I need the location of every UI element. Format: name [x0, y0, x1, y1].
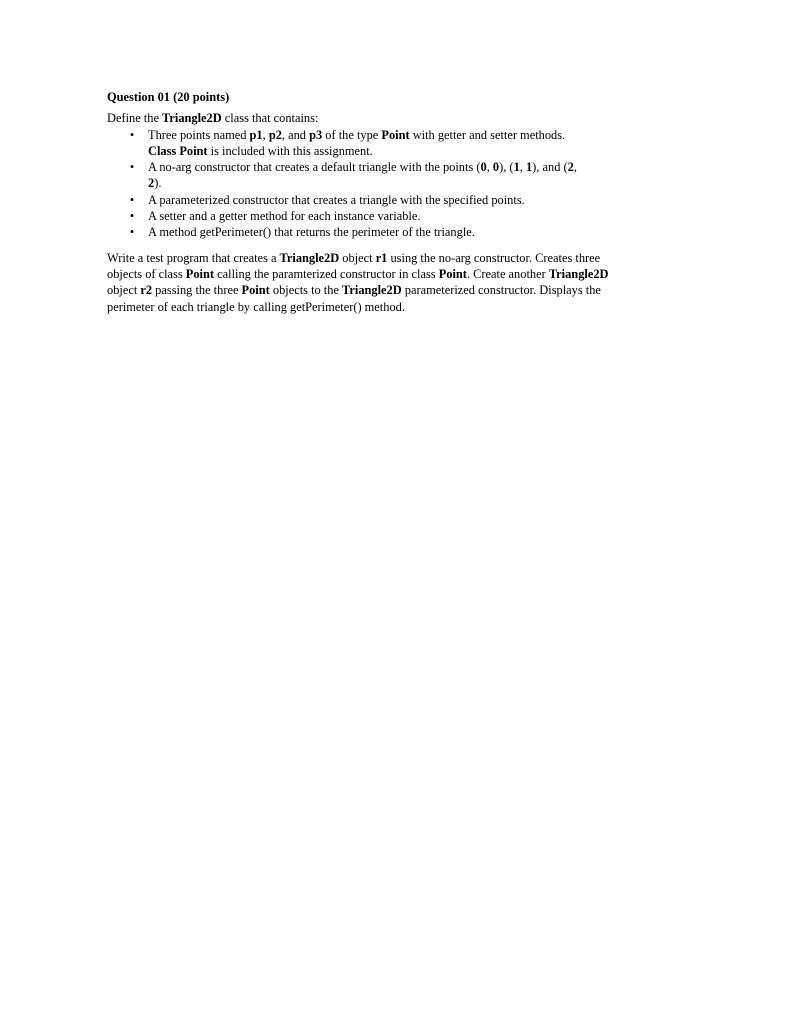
document-page	[107, 89, 637, 315]
requirements-list	[107, 127, 637, 241]
item-bold: Point	[381, 127, 410, 142]
item-text: ,	[573, 160, 577, 175]
para-text: objects to the	[269, 283, 343, 298]
para-text: . Create another	[466, 266, 549, 281]
item-text: A method getPerimeter() that returns the perimeter of the triangle.	[148, 225, 475, 240]
bullet-icon: •	[129, 160, 135, 175]
item-bold: 1	[525, 160, 533, 175]
intro-text: Define the	[107, 111, 163, 126]
item-text: is included with this assignment.	[207, 143, 373, 158]
item-bold: p1	[249, 127, 263, 142]
test-program-paragraph	[107, 250, 637, 315]
para-bold: r2	[140, 283, 153, 298]
list-item	[107, 127, 637, 160]
item-text: A parameterized constructor that creates a triangle with the specified points.	[148, 192, 525, 207]
para-bold: Point	[185, 266, 215, 281]
item-bold: 1	[513, 160, 520, 175]
bullet-icon: •	[129, 209, 135, 224]
item-text: A setter and a getter method for each instance variable.	[148, 209, 421, 224]
item-bold: Class Point	[148, 143, 208, 158]
item-text: A no-arg constructor that creates a default triangle with the points (	[148, 160, 481, 175]
bullet-icon: •	[129, 127, 135, 142]
item-text: , and	[281, 127, 310, 142]
question-heading: Question 01 (20 points)	[107, 90, 230, 104]
para-text: object	[107, 283, 141, 298]
item-bold: p2	[268, 127, 282, 142]
item-bold: 0	[480, 160, 487, 175]
item-text: ,	[519, 160, 526, 175]
item-text: ), (	[499, 160, 514, 175]
item-text: Three points named	[148, 127, 250, 142]
para-bold: Point	[438, 266, 467, 281]
list-item	[107, 159, 637, 192]
para-text: using the no-arg constructor. Creates three objects of class	[107, 250, 601, 281]
item-text: with getter and setter methods.	[409, 127, 566, 142]
para-bold: r1	[375, 250, 388, 265]
list-item	[107, 224, 637, 240]
para-bold: Triangle2D	[342, 283, 402, 298]
para-text: parameterized constructor. Displays the perimeter of each triangle by calling getPerimeter() method.	[107, 283, 601, 314]
item-text: ), and (	[532, 160, 568, 175]
item-text: ).	[154, 176, 162, 191]
item-bold: 2	[148, 176, 155, 191]
item-text: of the type	[322, 127, 382, 142]
item-bold: 2	[567, 160, 574, 175]
para-text: object	[339, 250, 376, 265]
intro-line	[107, 110, 637, 126]
item-bold: 0	[492, 160, 500, 175]
bullet-icon: •	[129, 225, 135, 240]
bullet-icon: •	[129, 192, 135, 207]
para-text: Write a test program that creates a	[107, 250, 280, 265]
intro-text: class that contains:	[221, 111, 319, 126]
list-item	[107, 208, 637, 224]
para-bold: Triangle2D	[279, 250, 340, 265]
class-name-bold: Triangle2D	[162, 111, 222, 126]
para-bold: Triangle2D	[548, 266, 609, 281]
item-text: ,	[486, 160, 493, 175]
para-text: calling the paramterized constructor in class	[214, 266, 439, 281]
item-text: ,	[262, 127, 269, 142]
item-bold: p3	[309, 127, 323, 142]
list-item	[107, 192, 637, 208]
para-bold: Point	[241, 283, 270, 298]
para-text: passing the three	[152, 283, 242, 298]
